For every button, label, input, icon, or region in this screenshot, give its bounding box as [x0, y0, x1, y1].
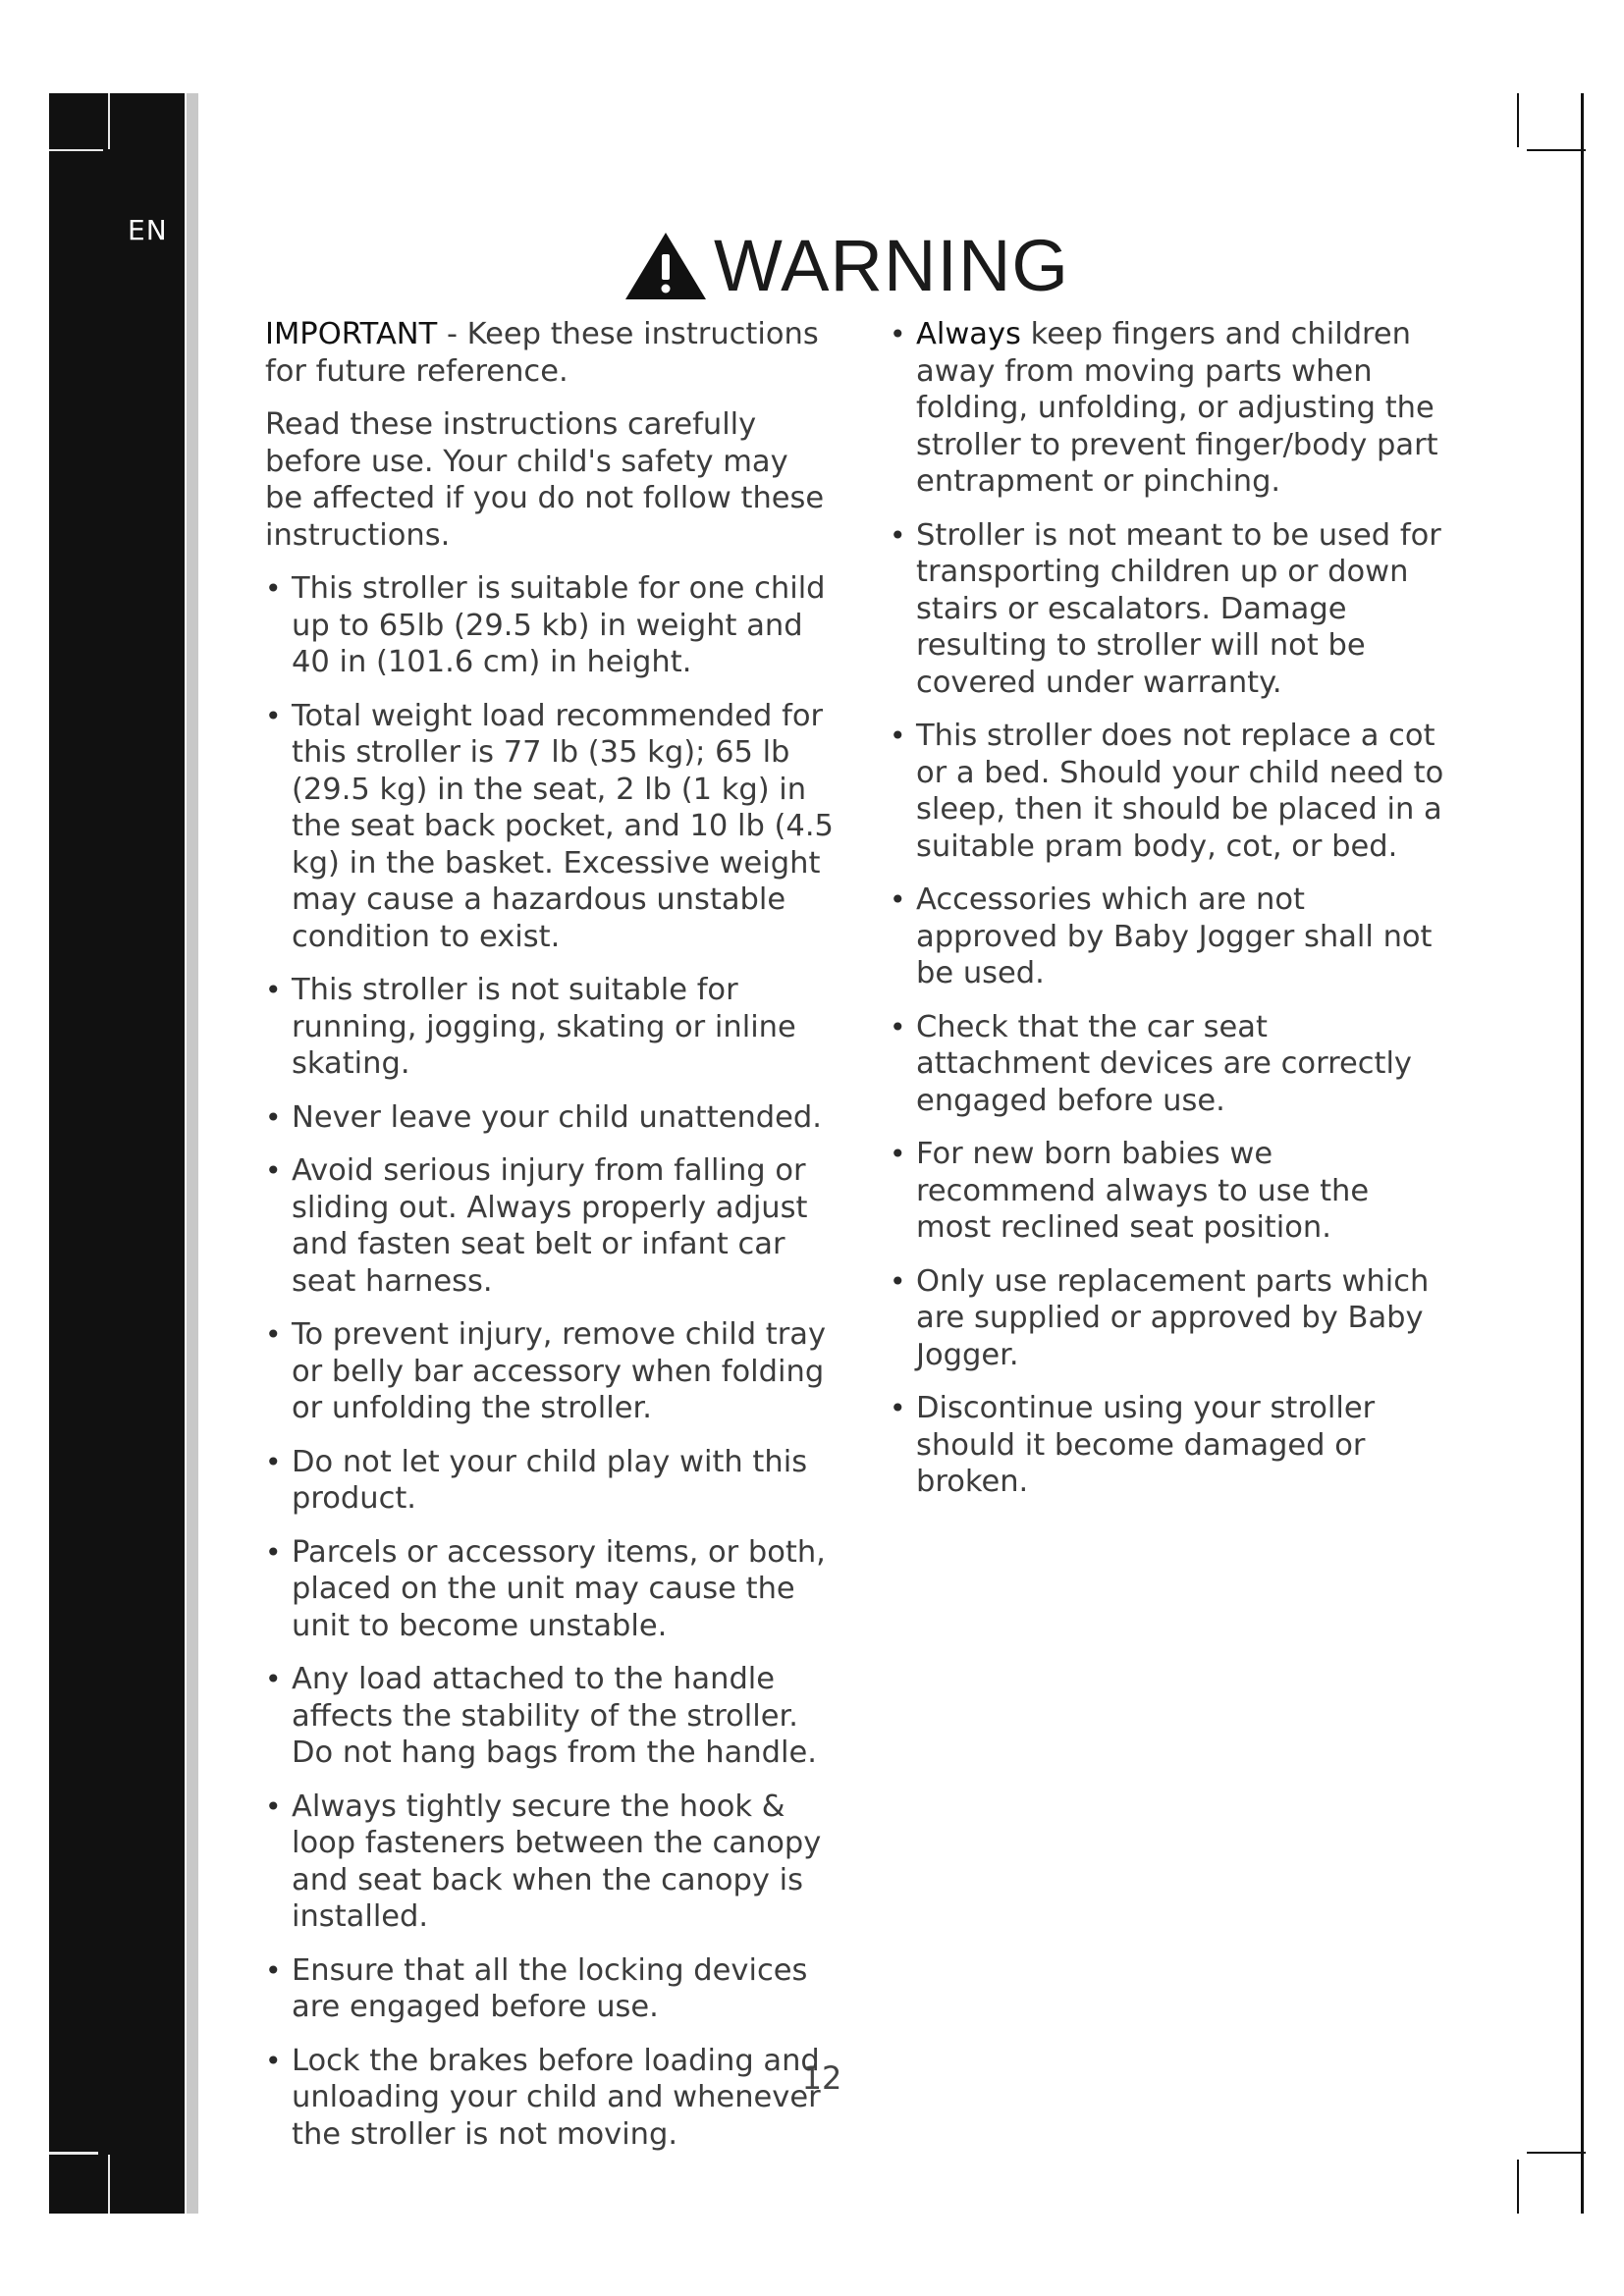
list-item-text: This stroller is suitable for one child up to 65lb (29.5 kb) in weight and 40 in (101.6 cm) in height.	[292, 571, 826, 679]
right-column	[890, 316, 1449, 1518]
bullet-icon: •	[265, 1318, 282, 1351]
bullet-icon: •	[265, 1100, 282, 1134]
list-item	[890, 718, 1449, 865]
list-item	[265, 570, 835, 681]
list-item-text: Avoid serious injury from falling or sliding out. Always properly adjust and fasten seat belt or infant car seat harness.	[292, 1153, 808, 1299]
intro-paragraph	[265, 316, 835, 390]
warning-list	[890, 316, 1449, 1501]
list-item-text: To prevent injury, remove child tray or belly bar accessory when folding or unfolding the stroller.	[292, 1317, 827, 1425]
bullet-icon: •	[265, 2044, 282, 2077]
list-item-text: Parcels or accessory items, or both, placed on the unit may cause the unit to become unstable.	[292, 1534, 826, 1643]
crop-mark	[108, 93, 110, 149]
intro-text: - Keep these instructions for future reference.	[265, 317, 819, 389]
crop-mark	[1527, 2152, 1586, 2154]
list-item-text: This stroller is not suitable for running, jogging, skating or inline skating.	[292, 973, 796, 1081]
language-tag: EN	[128, 214, 168, 246]
bullet-icon: •	[890, 1138, 906, 1170]
warning-triangle-icon	[623, 231, 708, 301]
list-item	[265, 972, 835, 1083]
bullet-icon: •	[265, 699, 282, 732]
list-item-text: Do not let your child play with this product.	[292, 1444, 808, 1516]
list-item	[890, 881, 1449, 992]
crop-mark	[49, 2152, 98, 2155]
bullet-icon: •	[265, 1789, 282, 1823]
list-item-text: Accessories which are not approved by Baby Jogger shall not be used.	[916, 882, 1433, 990]
bullet-icon: •	[265, 974, 282, 1006]
intro-text: Read these instructions carefully before use. Your child's safety may be affected if you do not follow these instructions.	[265, 407, 825, 553]
bullet-icon: •	[265, 1154, 282, 1187]
bullet-icon: •	[265, 1535, 282, 1569]
warning-title	[0, 224, 1624, 307]
list-item	[265, 1152, 835, 1300]
list-item-text: Always tightly secure the hook & loop fasteners between the canopy and seat back when the canopy is installed.	[292, 1789, 822, 1934]
bullet-icon: •	[265, 572, 282, 605]
list-item	[265, 1316, 835, 1427]
bullet-icon: •	[890, 1264, 906, 1298]
list-item-text: This stroller does not replace a cot or a bed. Should your child need to sleep, then it should be placed in a suitable pram body, cot, or bed.	[916, 719, 1444, 864]
bullet-icon: •	[890, 883, 906, 916]
intro-lead: IMPORTANT	[265, 317, 438, 351]
list-item-text: keep fingers and children away from moving parts when folding, unfolding, or adjusting the stroller to prevent finger/body part entrapment or pinching.	[916, 317, 1438, 499]
page-number: 12	[801, 2059, 842, 2097]
crop-mark	[1527, 149, 1586, 151]
bullet-icon: •	[265, 1953, 282, 1987]
bullet-icon: •	[890, 318, 906, 350]
crop-mark	[49, 149, 103, 151]
list-item	[890, 1390, 1449, 1501]
list-item-text: For new born babies we recommend always to use the most reclined seat position.	[916, 1137, 1370, 1245]
warning-list	[265, 570, 835, 2153]
list-item	[890, 1009, 1449, 1120]
list-item	[890, 1263, 1449, 1374]
list-item-text: Never leave your child unattended.	[292, 1099, 822, 1135]
bullet-icon: •	[265, 1663, 282, 1695]
list-item	[265, 698, 835, 956]
list-item	[265, 1099, 835, 1137]
list-item	[265, 1444, 835, 1518]
list-item-text: Ensure that all the locking devices are engaged before use.	[292, 1952, 808, 2024]
list-item-text: Lock the brakes before loading and unloading your child and whenever the stroller is not moving.	[292, 2043, 821, 2152]
bullet-icon: •	[890, 1010, 906, 1043]
list-item-text: Discontinue using your stroller should it become damaged or broken.	[916, 1391, 1376, 1499]
crop-mark	[1581, 93, 1584, 2214]
title-text: WARNING	[714, 225, 1069, 306]
list-item-lead: Always	[916, 317, 1021, 351]
bullet-icon: •	[890, 518, 906, 552]
crop-mark	[108, 2155, 110, 2214]
list-item-text: Any load attached to the handle affects the stability of the stroller. Do not hang bags from the handle.	[292, 1662, 817, 1770]
list-item	[890, 316, 1449, 501]
list-item-text: Only use replacement parts which are supplied or approved by Baby Jogger.	[916, 1263, 1430, 1372]
left-column	[265, 316, 835, 2169]
list-item	[265, 1534, 835, 1645]
bullet-icon: •	[890, 720, 906, 752]
crop-mark	[1517, 93, 1519, 147]
crop-mark	[1517, 2160, 1519, 2214]
list-item	[890, 517, 1449, 702]
list-item-text: Check that the car seat attachment devices are correctly engaged before use.	[916, 1009, 1412, 1118]
intro-paragraph	[265, 406, 835, 554]
list-item	[265, 1952, 835, 2026]
list-item	[265, 1661, 835, 1772]
bullet-icon: •	[890, 1392, 906, 1424]
list-item-text: Stroller is not meant to be used for transporting children up or down stairs or escalators. Damage resulting to stroller will not be covered under warranty.	[916, 517, 1441, 700]
sidebar-edge	[187, 93, 198, 2214]
bullet-icon: •	[265, 1445, 282, 1478]
list-item	[265, 1789, 835, 1936]
list-item-text: Total weight load recommended for this stroller is 77 lb (35 kg); 65 lb (29.5 kg) in the seat, 2 lb (1 kg) in the seat back pocket, and 10 lb (4.5 kg) in the basket. Excessive weight may cause a hazardous unstable condition to exist.	[292, 698, 834, 954]
sidebar-band	[49, 93, 185, 2214]
list-item	[890, 1136, 1449, 1247]
